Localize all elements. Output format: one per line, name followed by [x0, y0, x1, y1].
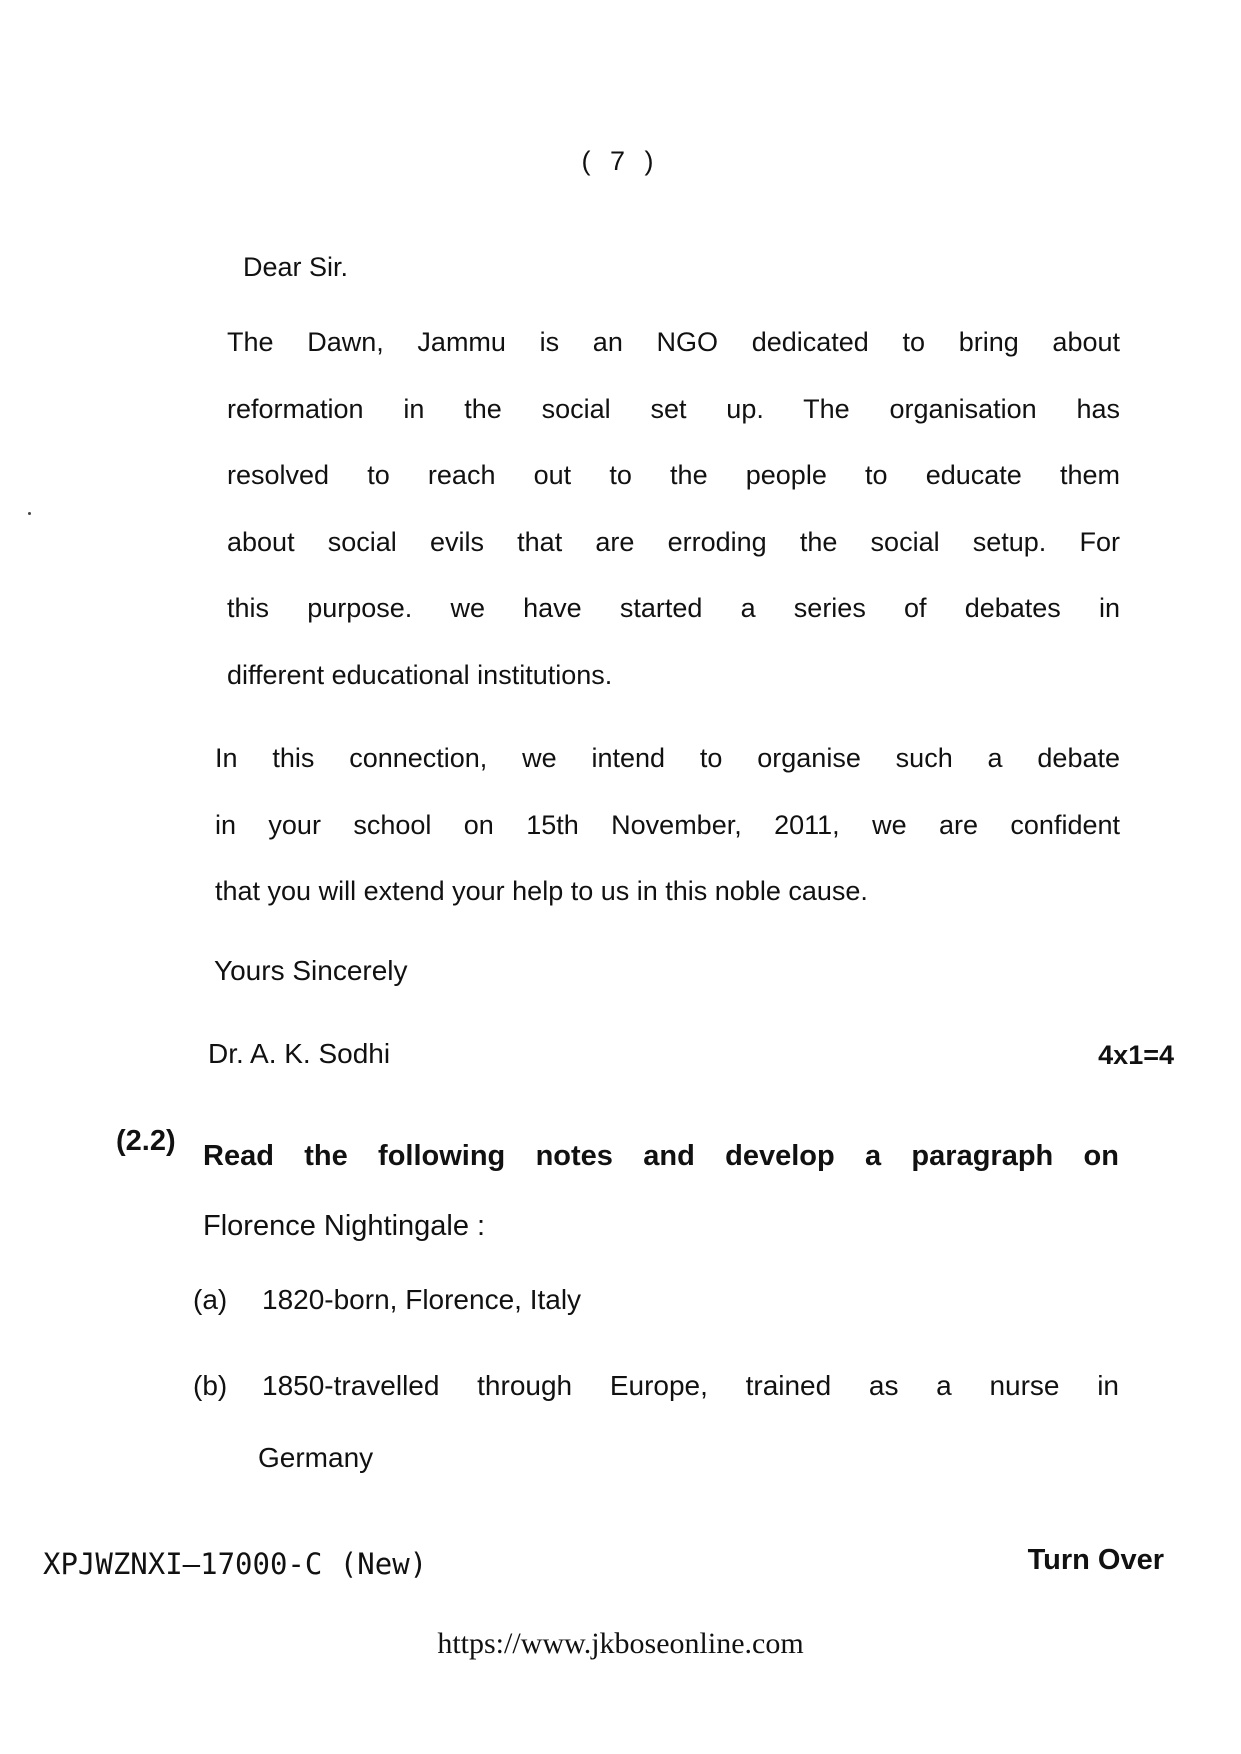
paper-code: XPJWZNXI—17000-C (New): [43, 1547, 428, 1581]
letter-paragraph-2: [215, 725, 1120, 925]
paragraph-line: resolved to reach out to the people to educate them: [227, 460, 1120, 490]
note-text-b: 1850-travelled through Europe, trained as a nurse in: [262, 1370, 1119, 1401]
note-text-a: 1820-born, Florence, Italy: [262, 1284, 582, 1315]
paragraph-line: this purpose. we have started a series of debates in: [227, 593, 1120, 623]
letter-signatory: Dr. A. K. Sodhi: [208, 1038, 391, 1069]
turn-over-label: Turn Over: [1027, 1544, 1164, 1576]
question-number: (2.2): [116, 1125, 176, 1157]
question-text: [203, 1121, 1119, 1261]
page-number: ( 7 ): [581, 146, 660, 176]
note-label-a: (a): [193, 1284, 228, 1315]
note-label-b: (b): [193, 1370, 228, 1401]
marks-allocation: 4x1=4: [1098, 1040, 1174, 1070]
letter-salutation: Dear Sir.: [243, 252, 349, 282]
question-line: Florence Nightingale :: [203, 1210, 486, 1242]
paragraph-line: The Dawn, Jammu is an NGO dedicated to bring about: [227, 327, 1120, 357]
letter-paragraph-1: [227, 309, 1120, 708]
scan-speck: [28, 512, 31, 515]
paragraph-line: reformation in the social set up. The organisation has: [227, 393, 1120, 424]
paragraph-line: In this connection, we intend to organise such a debate: [215, 743, 1120, 773]
website-url: https://www.jkboseonline.com: [437, 1627, 804, 1660]
paragraph-line: that you will extend your help to us in this noble cause.: [215, 876, 868, 906]
letter-closing: Yours Sincerely: [214, 955, 408, 986]
paragraph-line: different educational institutions.: [227, 659, 613, 690]
question-line: Read the following notes and develop a paragraph on: [203, 1140, 1119, 1172]
note-text-b-continuation: Germany: [258, 1442, 374, 1473]
paragraph-line: about social evils that are erroding the social setup. For: [227, 526, 1120, 557]
paragraph-line: in your school on 15th November, 2011, we are confident: [215, 809, 1120, 840]
